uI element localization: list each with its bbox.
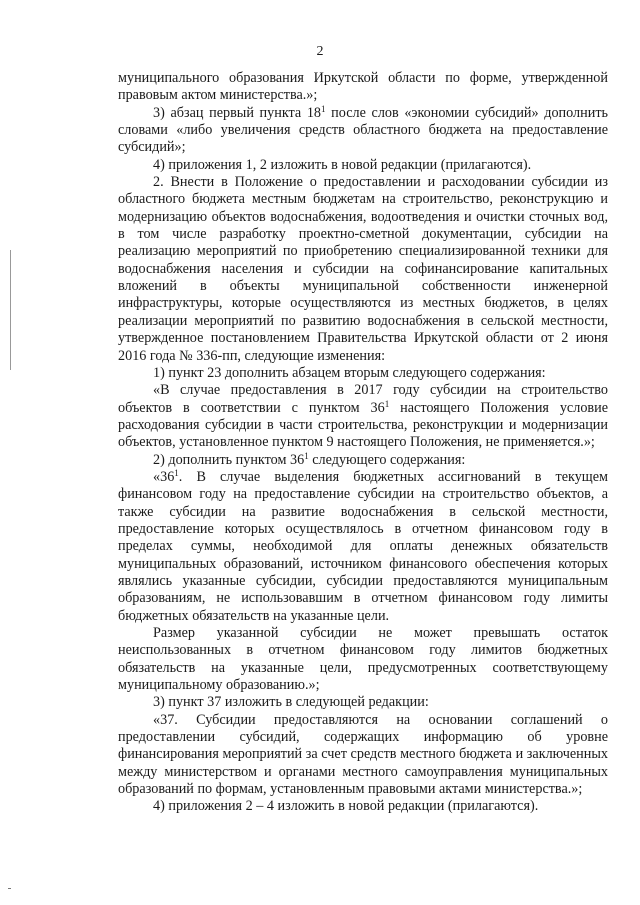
paragraph-11: «37. Субсидии предоставляются на основании соглашений о предоставлении субсидий, содержащих информацию об уровне финансирования мероприятий за счет средств местного бюджета и заключенных между министерством и органами местного самоуправления муниципальных образований по формам, установленным правовыми актами министерства.»;	[118, 711, 608, 798]
document-body	[118, 70, 608, 816]
paragraph-7: 2) дополнить пунктом $36^1$ следующего содержания:	[153, 450, 466, 468]
paragraph-12: 4) приложения 2 – 4 изложить в новой редакции (прилагаются).	[153, 798, 539, 815]
page-number: 2	[316, 44, 324, 59]
paragraph-8: «$36^1$. В случае выделения бюджетных ассигнований в текущем финансовом году на предоставление субсидии на строительство объектов, а также субсидии на развитие водоснабжения в сельской местности, предоставление которых осуществлялось в отчетном финансовом году в пределах суммы, необходимой для оплаты денежных обязательств муниципальных образований, источником финансового обеспечения которых являлись указанные субсидии, субсидии предоставляются муниципальным образованиям, не использовавшим в отчетном финансовом году лимиты бюджетных обязательств на указанные цели.	[118, 467, 608, 624]
paragraph-6: «В случае предоставления в 2017 году субсидии на строительство объектов в соответствии с пунктом $36^1$ настоящего Положения условие расходования субсидии в части строительства, реконструкции и модернизации объектов, установленное пунктом 9 настоящего Положения, не применяется.»;	[118, 382, 608, 451]
paragraph-9: Размер указанной субсидии не может превышать остаток неиспользованных в отчетном финансовом году лимитов бюджетных обязательств на указанные цели, предусмотренных соответствующему муниципальному образованию.»;	[118, 625, 608, 694]
paragraph-4: 2. Внести в Положение о предоставлении и расходовании субсидии из областного бюджета местным бюджетам на строительство, реконструкцию и модернизацию объектов водоснабжения, водоотведения и очистки сточных вод, в том числе разработку проектно-сметной документации, субсидии на реализацию мероприятий по приобретению специализированной техники для водоснабжения населения и субсидии на софинансирование капитальных вложений в объекты муниципальной собственности инженерной инфраструктуры, которые осуществляются из местных бюджетов, в целях реализации мероприятий по развитию водоснабжения в сельской местности, утвержденное постановлением Правительства Иркутской области от 2 июня 2016 года № 336-пп, следующие изменения:	[118, 174, 608, 364]
margin-scan-tick	[8, 888, 11, 889]
paragraph-2: 3) абзац первый пункта $18^1$ после слов «экономии субсидий» дополнить словами «либо увеличения средств областного бюджета на предоставление субсидий»;	[118, 103, 608, 156]
margin-scan-mark	[10, 250, 11, 370]
paragraph-3: 4) приложения 1, 2 изложить в новой редакции (прилагаются).	[153, 156, 532, 173]
paragraph-1: муниципального образования Иркутской области по форме, утвержденной правовым актом министерства.»;	[118, 70, 608, 104]
paragraph-10: 3) пункт 37 изложить в следующей редакции:	[153, 694, 429, 711]
paragraph-5: 1) пункт 23 дополнить абзацем вторым следующего содержания:	[153, 364, 546, 381]
